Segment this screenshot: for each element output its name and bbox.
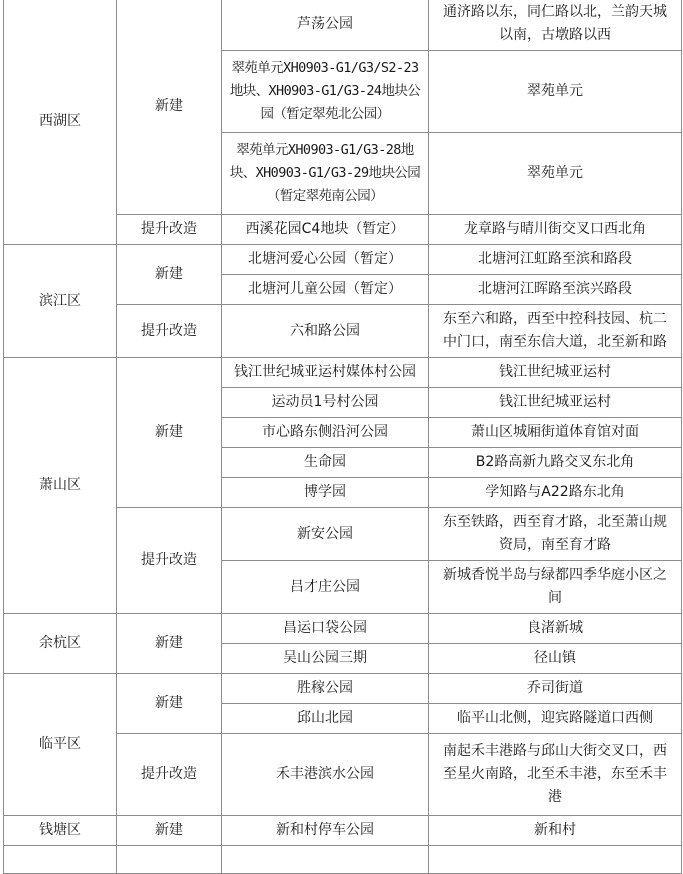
category-cell: 新建 (117, 245, 222, 305)
location-cell: 南起禾丰港路与邱山大街交叉口，西至星火南路，北至禾丰港，东至禾丰港 (429, 734, 682, 816)
category-cell: 提升改造 (117, 305, 222, 358)
location-cell: 东至六和路，西至中控科技园、杭二中门口，南至东信大道，北至新和路 (429, 305, 682, 358)
location-cell: 良渚新城 (429, 614, 682, 644)
location-cell: 钱江世纪城亚运村 (429, 358, 682, 388)
district-cell: 钱塘区 (4, 816, 117, 846)
category-cell: 新建 (117, 358, 222, 508)
park-name-cell: 翠苑单元XH0903-G1/G3-28地块、XH0903-G1/G3-29地块公园（暂定翠苑南公园） (222, 133, 429, 215)
park-name-cell: 昌运口袋公园 (222, 614, 429, 644)
location-cell: B2路高新九路交叉东北角 (429, 448, 682, 478)
park-name-cell: 新安公园 (222, 508, 429, 561)
category-cell: 新建 (117, 614, 222, 674)
location-cell: 翠苑单元 (429, 51, 682, 133)
category-cell: 新建 (117, 0, 222, 215)
park-name-cell: 邱山北园 (222, 704, 429, 734)
park-name-cell: 北塘河儿童公园（暂定） (222, 275, 429, 305)
category-cell: 新建 (117, 816, 222, 846)
table-row (4, 846, 682, 874)
district-cell: 萧山区 (4, 358, 117, 614)
park-name-cell: 吕才庄公园 (222, 561, 429, 614)
location-cell: 乔司街道 (429, 674, 682, 704)
table-row (4, 358, 682, 388)
category-cell: 新建 (117, 674, 222, 734)
park-name-cell: 西溪花园C4地块（暂定） (222, 215, 429, 245)
park-name-cell: 生命园 (222, 448, 429, 478)
table-row (4, 816, 682, 846)
district-cell: 临平区 (4, 674, 117, 816)
park-name-cell: 吴山公园三期 (222, 644, 429, 674)
park-name-cell: 翠苑单元XH0903-G1/G3/S2-23地块、XH0903-G1/G3-24地块公园（暂定翠苑北公园） (222, 51, 429, 133)
park-name-cell: 芦荡公园 (222, 0, 429, 51)
park-name-cell: 六和路公园 (222, 305, 429, 358)
location-cell: 新城香悦半岛与绿都四季华庭小区之间 (429, 561, 682, 614)
table-row (4, 674, 682, 704)
category-cell: 提升改造 (117, 508, 222, 614)
category-cell: 提升改造 (117, 734, 222, 816)
park-name-cell: 禾丰港滨水公园 (222, 734, 429, 816)
park-name-cell: 钱江世纪城亚运村媒体村公园 (222, 358, 429, 388)
park-name-cell: 博学园 (222, 478, 429, 508)
location-cell: 北塘河江虹路至滨和路段 (429, 245, 682, 275)
park-name-cell: 北塘河爱心公园（暂定） (222, 245, 429, 275)
location-cell: 翠苑单元 (429, 133, 682, 215)
location-cell: 通济路以东，同仁路以北，兰韵天城以南，古墩路以西 (429, 0, 682, 51)
table-row (4, 614, 682, 644)
location-cell: 龙章路与晴川街交叉口西北角 (429, 215, 682, 245)
location-cell: 萧山区城厢街道体育馆对面 (429, 418, 682, 448)
location-cell: 新和村 (429, 816, 682, 846)
district-cell: 余杭区 (4, 614, 117, 674)
park-name-cell: 运动员1号村公园 (222, 388, 429, 418)
park-name-cell: 市心路东侧沿河公园 (222, 418, 429, 448)
park-name-cell: 新和村停车公园 (222, 816, 429, 846)
location-cell: 径山镇 (429, 644, 682, 674)
district-cell: 西湖区 (4, 0, 117, 245)
location-cell: 钱江世纪城亚运村 (429, 388, 682, 418)
location-cell: 学知路与A22路东北角 (429, 478, 682, 508)
category-cell: 提升改造 (117, 215, 222, 245)
district-cell: 滨江区 (4, 245, 117, 358)
park-name-cell: 胜稼公园 (222, 674, 429, 704)
location-cell: 北塘河江晖路至滨兴路段 (429, 275, 682, 305)
location-cell: 临平山北侧，迎宾路隧道口西侧 (429, 704, 682, 734)
table-row (4, 0, 682, 51)
location-cell: 东至铁路，西至育才路，北至萧山规资局，南至育才路 (429, 508, 682, 561)
parks-table (3, 0, 682, 874)
table-row (4, 245, 682, 275)
